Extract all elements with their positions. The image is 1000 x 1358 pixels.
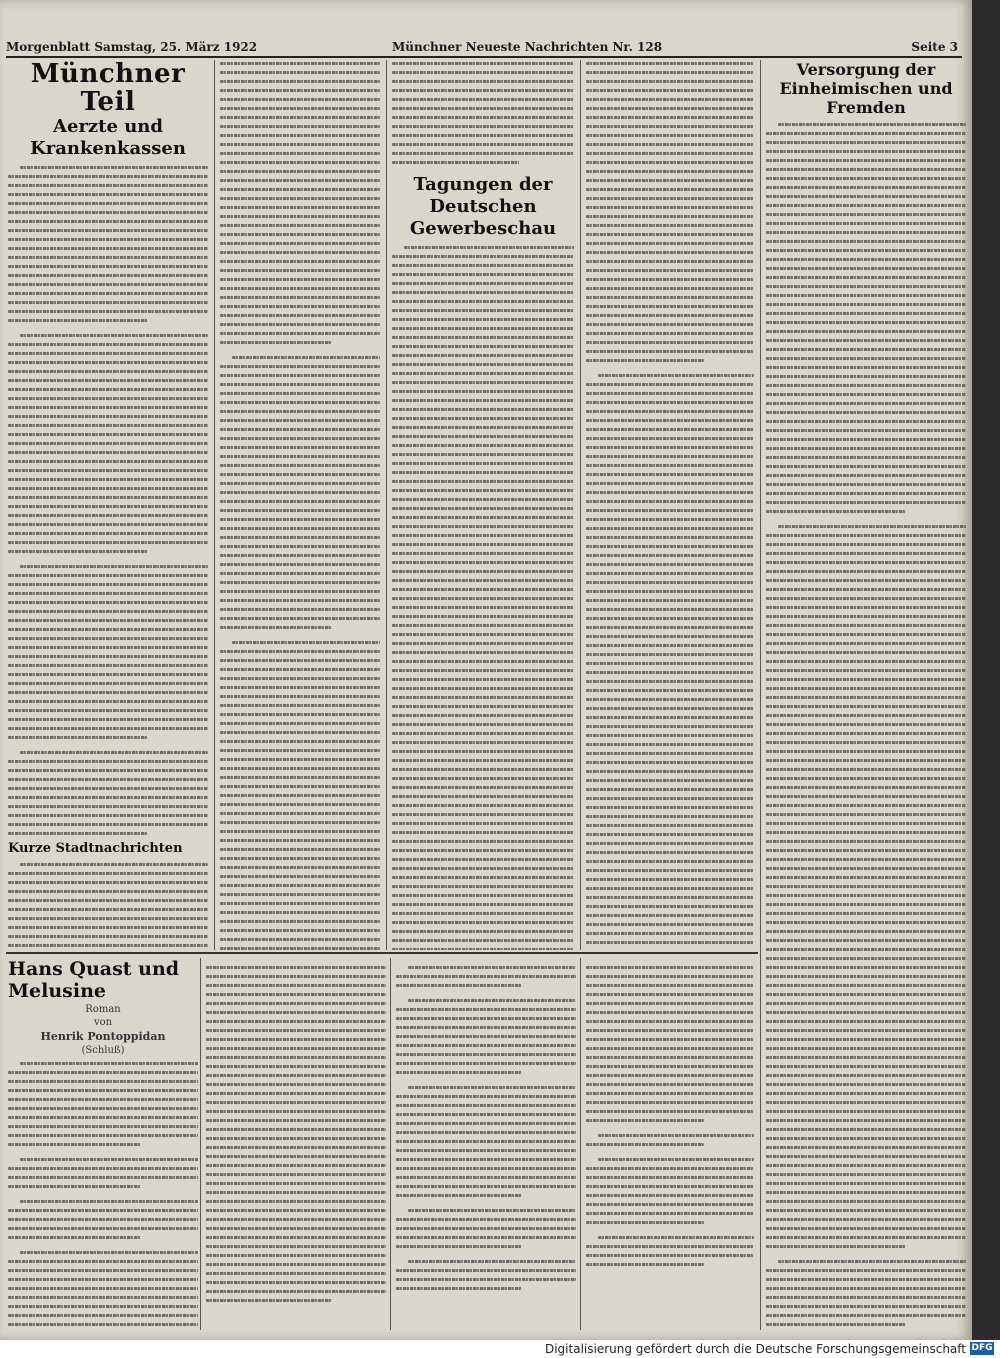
column-5 bbox=[766, 60, 966, 1330]
article-heading-kurze-stadtnachrichten: Kurze Stadtnachrichten bbox=[8, 841, 183, 856]
article-body bbox=[392, 62, 574, 164]
article-body bbox=[8, 863, 208, 950]
roman-label: Roman bbox=[85, 1004, 121, 1015]
article-heading-versorgung: Versorgung der Einheimischen und Fremden bbox=[779, 60, 953, 117]
column-3 bbox=[392, 60, 574, 950]
masthead-date: Morgenblatt Samstag, 25. März 1922 bbox=[6, 40, 258, 54]
column-1 bbox=[8, 60, 208, 950]
masthead-page-number: Seite 3 bbox=[911, 40, 958, 54]
article-heading-tagungen: Tagungen der Deutschen Gewerbeschau bbox=[409, 174, 557, 239]
dfg-logo: DFG bbox=[971, 1343, 993, 1353]
roman-author: Henrik Pontoppidan bbox=[40, 1030, 166, 1043]
roman-von: von bbox=[93, 1017, 113, 1028]
article-body bbox=[8, 1062, 198, 1330]
masthead bbox=[6, 40, 962, 58]
column-rule bbox=[580, 60, 581, 950]
column-rule bbox=[390, 958, 391, 1330]
column-rule bbox=[760, 60, 761, 1330]
section-heading-muenchner-teil: Münchner Teil bbox=[30, 60, 186, 117]
feuilleton-column-1 bbox=[8, 958, 198, 1330]
feuilleton-column-4 bbox=[586, 960, 754, 1330]
article-body bbox=[220, 62, 380, 950]
article-body bbox=[586, 62, 754, 950]
masthead-paper-title: Münchner Neueste Nachrichten Nr. 128 bbox=[392, 40, 663, 54]
article-body bbox=[586, 966, 754, 1266]
feuilleton-column-3 bbox=[396, 960, 576, 1330]
column-rule bbox=[580, 958, 581, 1330]
column-rule bbox=[214, 60, 215, 950]
article-body bbox=[8, 166, 208, 835]
footer-credit: Digitalisierung gefördert durch die Deutsche Forschungsgemeinschaft bbox=[544, 1342, 966, 1356]
article-body bbox=[396, 966, 576, 1290]
column-rule bbox=[386, 60, 387, 950]
digitization-footer bbox=[0, 1340, 1000, 1358]
article-body bbox=[206, 966, 386, 1302]
column-rule bbox=[200, 958, 201, 1330]
column-4 bbox=[586, 60, 754, 950]
feuilleton-column-2 bbox=[206, 960, 386, 1330]
feuilleton-rule bbox=[6, 952, 758, 954]
article-body bbox=[392, 246, 574, 950]
article-heading-aerzte: Aerzte und Krankenkassen bbox=[30, 116, 186, 159]
roman-title: Hans Quast und Melusine bbox=[8, 958, 180, 1002]
column-2 bbox=[220, 60, 380, 950]
article-body bbox=[766, 123, 966, 1326]
roman-schluss: (Schluß) bbox=[81, 1045, 125, 1056]
